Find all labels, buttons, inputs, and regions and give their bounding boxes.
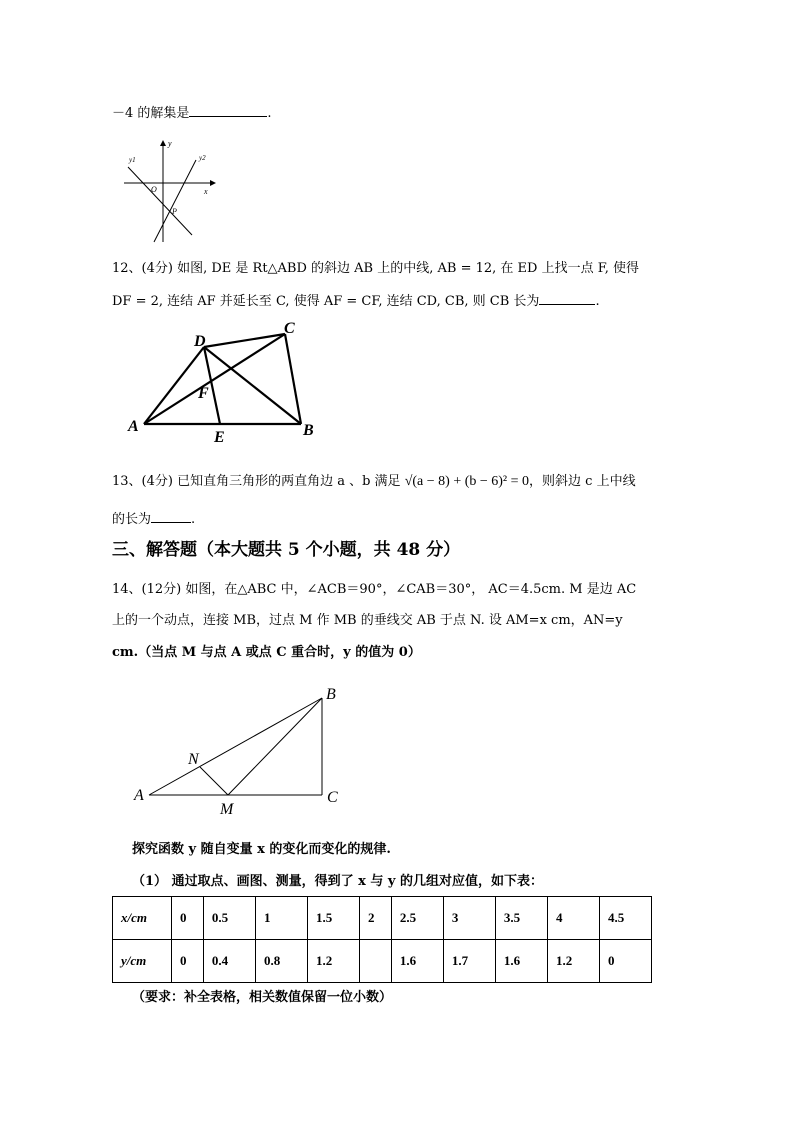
x-cell: 2	[359, 897, 391, 940]
x-label-cell: x/cm	[113, 897, 172, 940]
label-n: N	[188, 751, 199, 768]
y-cell: 1.6	[391, 940, 443, 983]
requirement-text: （要求：补全表格，相关数值保留一位小数）	[132, 990, 393, 1005]
q11-figure	[118, 138, 218, 248]
x-axis-label: x	[204, 187, 208, 196]
q14-figure	[128, 682, 353, 822]
y-cell: 1.7	[443, 940, 495, 983]
y-cell: 1.2	[307, 940, 359, 983]
y-axis-label: y	[168, 139, 172, 148]
segment-ab	[149, 698, 322, 795]
segment-ac	[144, 334, 285, 424]
segment-ad	[144, 347, 204, 424]
explore-text: 探究函数 y 随自变量 x 的变化而变化的规律.	[132, 842, 391, 857]
q11-answer-blank[interactable]	[189, 104, 267, 117]
x-cell: 2.5	[391, 897, 443, 940]
origin-label: O	[151, 185, 157, 194]
x-cell: 1.5	[307, 897, 359, 940]
segment-mb	[228, 698, 322, 795]
q14-line2: 上的一个动点，连接 MB，过点 M 作 MB 的垂线交 AB 于点 N. 设 AM=x cm，AN=y	[112, 613, 623, 628]
q13-formula: √(a − 8) + (b − 6)² = 0	[404, 474, 530, 489]
q12-line1: 12、(4分) 如图, DE 是 Rt△ABD 的斜边 AB 上的中线, AB = 12, 在 ED 上找一点 F, 使得	[112, 261, 639, 276]
x-cell: 0.5	[203, 897, 255, 940]
line-y1	[128, 167, 192, 235]
label-a: A	[128, 418, 139, 435]
x-cell: 1	[255, 897, 307, 940]
line-y2-label: y2	[199, 154, 206, 162]
segment-mn	[200, 767, 228, 795]
label-a: A	[134, 787, 144, 804]
label-d: D	[194, 333, 206, 350]
label-e: E	[214, 429, 225, 446]
label-f: F	[198, 385, 209, 402]
q13-answer-blank[interactable]	[151, 510, 191, 523]
q13-line2: 的长为 .	[112, 512, 196, 527]
x-cell: 0	[172, 897, 204, 940]
q12-answer-blank[interactable]	[539, 292, 595, 305]
x-axis-arrow-icon	[210, 180, 216, 186]
x-cell: 4.5	[599, 897, 651, 940]
table-row-x	[113, 897, 652, 940]
segment-cb	[285, 334, 301, 424]
y-cell: 0	[599, 940, 651, 983]
line-y1-label: y1	[129, 156, 136, 164]
x-cell: 3	[443, 897, 495, 940]
q12-line2: DF = 2, 连结 AF 并延长至 C, 使得 AF = CF, 连结 CD, CB, 则 CB 长为 .	[112, 294, 600, 309]
label-c: C	[284, 320, 295, 337]
label-b: B	[303, 422, 314, 439]
q11-text: －4 的解集是 .	[112, 106, 272, 121]
x-cell: 4	[547, 897, 599, 940]
y-cell: 0.8	[255, 940, 307, 983]
x-cell: 3.5	[495, 897, 547, 940]
y-cell: 0	[172, 940, 204, 983]
q12-figure	[124, 318, 324, 448]
y-cell: 1.6	[495, 940, 547, 983]
q13-line1: 13、(4分) 已知直角三角形的两直角边 a 、b 满足 √(a − 8) + (b − 6)² = 0，则斜边 c 上中线	[112, 474, 636, 489]
y-label-cell: y/cm	[113, 940, 172, 983]
y-axis-arrow-icon	[160, 140, 166, 146]
table-row-y	[113, 940, 652, 983]
y-cell-blank[interactable]	[359, 940, 391, 983]
y-cell: 0.4	[203, 940, 255, 983]
point-p-label: P	[172, 207, 177, 216]
label-b: B	[326, 686, 336, 703]
label-c: C	[327, 789, 338, 806]
label-m: M	[220, 801, 234, 818]
y-cell: 1.2	[547, 940, 599, 983]
q14-line3: cm.（当点 M 与点 A 或点 C 重合时，y 的值为 0）	[112, 645, 421, 660]
xy-table	[112, 896, 652, 983]
part1-text: （1） 通过取点、画图、测量，得到了 x 与 y 的几组对应值，如下表：	[132, 874, 543, 889]
q14-line1: 14、(12分) 如图，在△ABC 中，∠ACB＝90°，∠CAB＝30°， AC＝4.5cm. M 是边 AC	[112, 582, 637, 597]
section-3-title: 三、解答题（本大题共 5 个小题，共 48 分）	[112, 540, 461, 560]
